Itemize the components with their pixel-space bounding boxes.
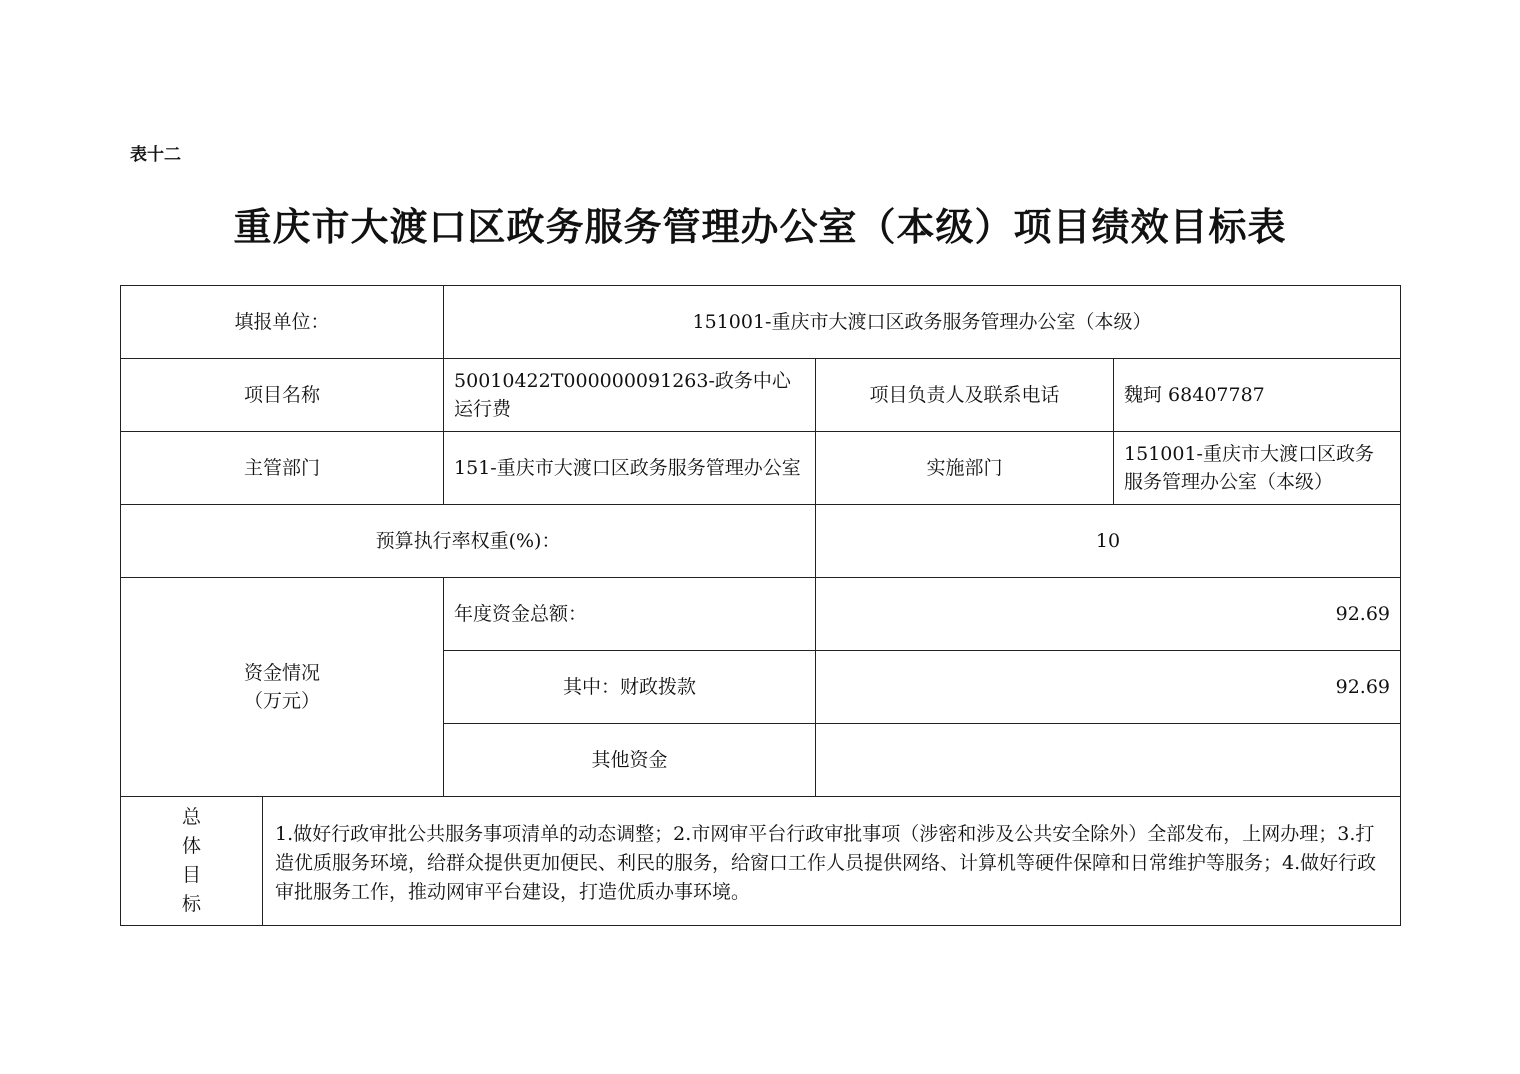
implementer-dept-value: 151001-重庆市大渡口区政务服务管理办公室（本级）: [1114, 432, 1401, 505]
overall-goal-label-char: 体: [181, 835, 201, 857]
other-funds-label: 其他资金: [444, 724, 816, 797]
budget-weight-label: 预算执行率权重(%)：: [121, 505, 816, 578]
table-row: [121, 578, 1401, 651]
supervisor-dept-value: 151-重庆市大渡口区政务服务管理办公室: [444, 432, 816, 505]
annual-total-label: 年度资金总额：: [444, 578, 816, 651]
performance-target-table: [120, 285, 1401, 926]
funds-label-line1: 资金情况: [244, 662, 321, 684]
reporting-unit-label: 填报单位：: [121, 286, 444, 359]
project-owner-label: 项目负责人及联系电话: [816, 359, 1114, 432]
other-funds-value: [816, 724, 1401, 797]
table-row: [121, 286, 1401, 359]
overall-goal-label: [121, 797, 263, 926]
reporting-unit-value: 151001-重庆市大渡口区政务服务管理办公室（本级）: [444, 286, 1401, 359]
overall-goal-text: 1.做好行政审批公共服务事项清单的动态调整；2.市网审平台行政审批事项（涉密和涉及公共安全除外）全部发布，上网办理；3.打造优质服务环境，给群众提供更加便民、利民的服务，给窗口工作人员提供网络、计算机等硬件保障和日常维护等服务；4.做好行政审批服务工作，推动网审平台建设，打造优质办事环境。: [263, 797, 1401, 926]
table-row: [121, 505, 1401, 578]
fiscal-allocation-label: 其中：财政拨款: [444, 651, 816, 724]
project-name-label: 项目名称: [121, 359, 444, 432]
overall-goal-label-char: 总: [181, 806, 201, 828]
supervisor-dept-label: 主管部门: [121, 432, 444, 505]
funds-label-line2: （万元）: [244, 690, 321, 712]
annual-total-value: 92.69: [816, 578, 1401, 651]
overall-goal-label-char: 标: [181, 893, 201, 915]
project-owner-value: 魏珂 68407787: [1114, 359, 1401, 432]
table-row: [121, 432, 1401, 505]
fiscal-allocation-value: 92.69: [816, 651, 1401, 724]
table-row: [121, 359, 1401, 432]
overall-goal-label-char: 目: [181, 864, 201, 886]
project-name-value: 50010422T000000091263-政务中心运行费: [444, 359, 816, 432]
funds-label: [121, 578, 444, 797]
implementer-dept-label: 实施部门: [816, 432, 1114, 505]
table-number-label: 表十二: [130, 145, 181, 165]
budget-weight-value: 10: [816, 505, 1401, 578]
table-row: [121, 797, 1401, 926]
page-title: 重庆市大渡口区政务服务管理办公室（本级）项目绩效目标表: [233, 205, 1287, 249]
